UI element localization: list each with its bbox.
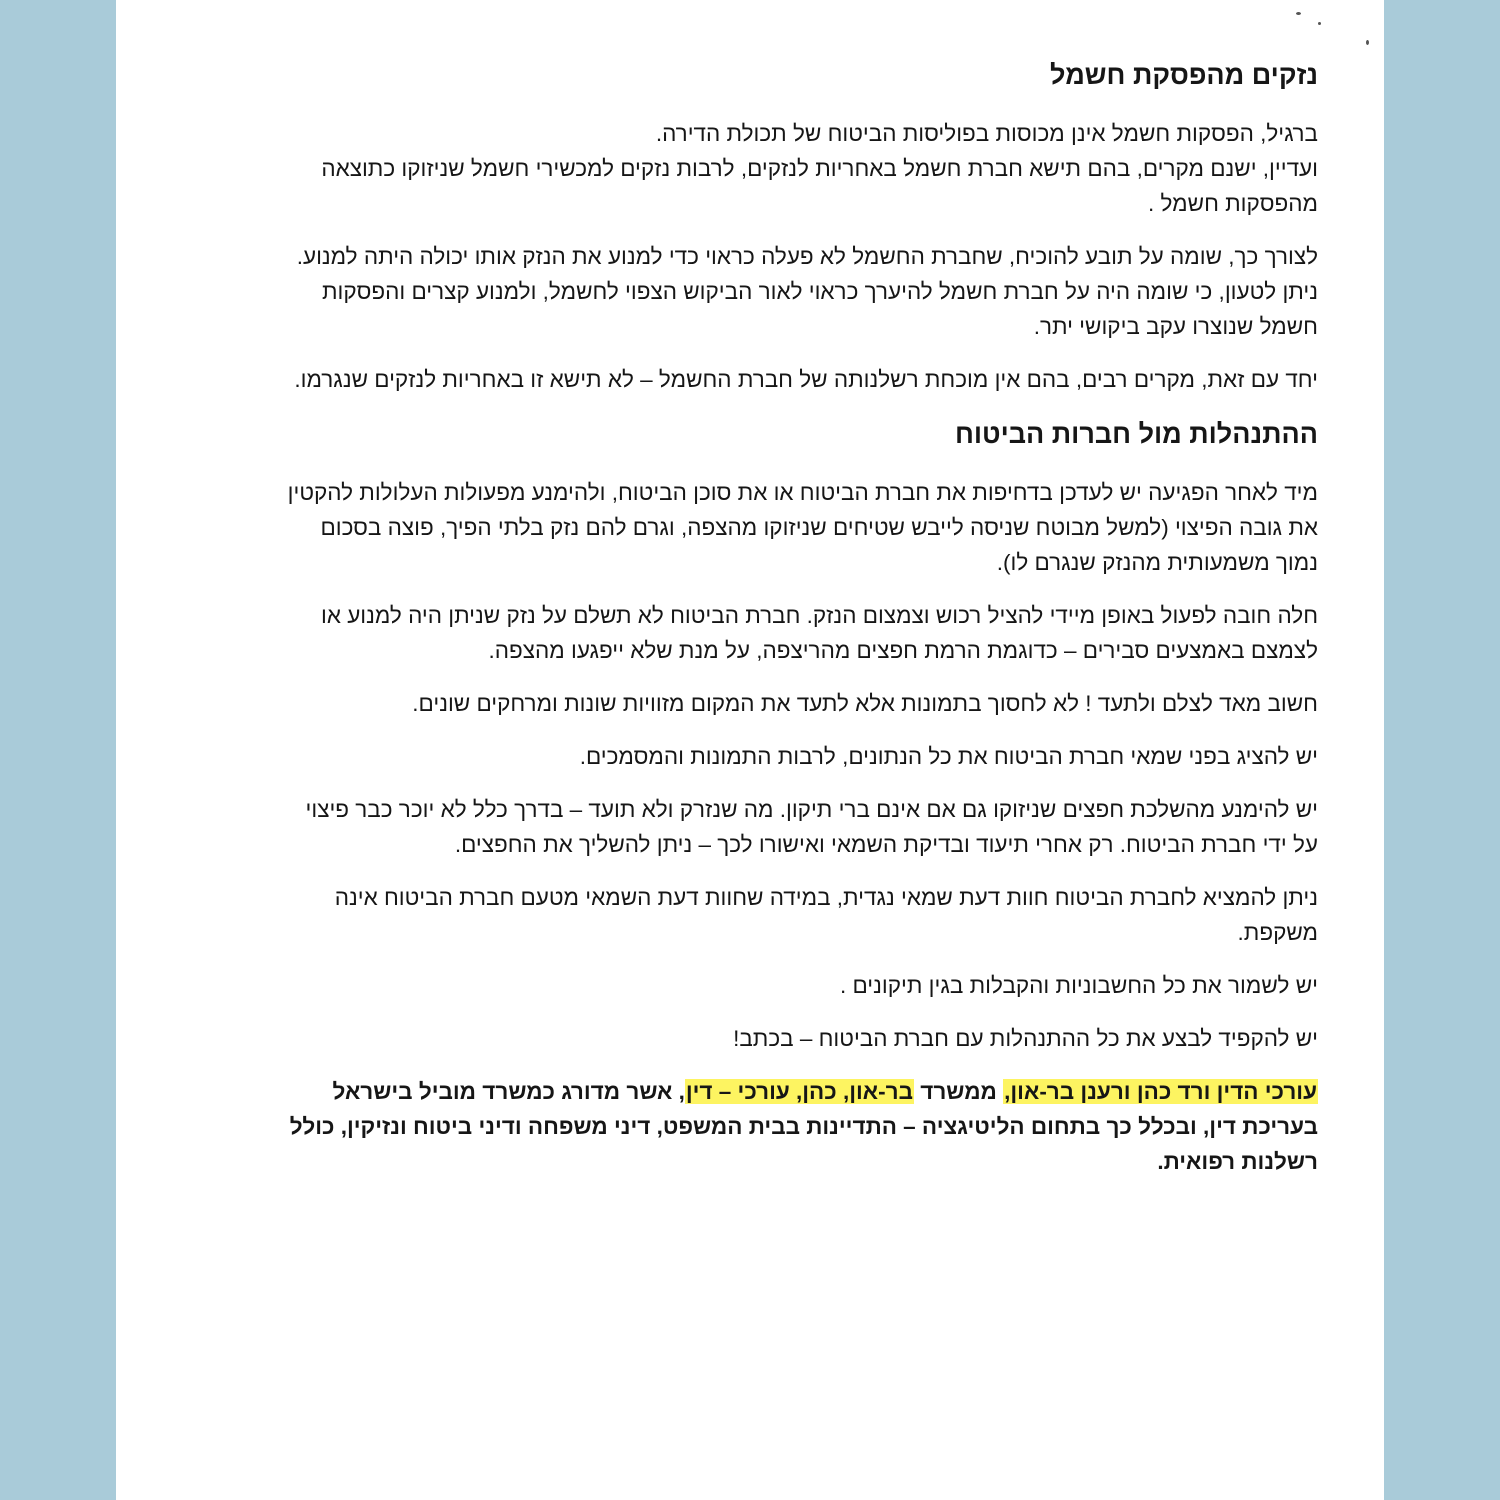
paragraph: לצורך כך, שומה על תובע להוכיח, שחברת החשמל לא פעלה כראוי כדי למנוע את הנזק אותו יכולה היתה למנוע. ניתן לטעון, כי שומה היה על חברת חשמל להיערך כראוי לאור הביקוש הצפוי לחשמל, ולמנוע קצרים והפסקות חשמל שנוצרו עקב ביקושי יתר. [296, 244, 1318, 339]
paragraph: יש להימנע מהשלכת חפצים שניזוקו גם אם אינם ברי תיקון. מה שנזרק ולא תועד – בדרך כלל לא יוכר כבר פיצוי על ידי חברת הביטוח. רק אחרי תיעוד ובדיקת השמאי ואישורו לכך – ניתן להשליך את החפצים. [305, 797, 1318, 857]
highlighted-firm-name: בר-און, כהן, עורכי – דין [685, 1079, 913, 1104]
scan-speck [1296, 12, 1301, 15]
paragraph: חלה חובה לפעול באופן מיידי להציל רכוש וצמצום הנזק. חברת הביטוח לא תשלם על נזק שניתן היה למנוע או לצמצם באמצעים סבירים – כדוגמת הרמת חפצים מהריצפה, על מנת שלא ייפגעו מהצפה. [320, 603, 1318, 663]
paragraph: יחד עם זאת, מקרים רבים, בהם אין מוכחת רשלנותה של חברת החשמל – לא תישא זו באחריות לנזקים שנגרמו. [294, 367, 1318, 392]
scan-speck [1318, 22, 1321, 25]
closing-paragraph [278, 1074, 1318, 1179]
paragraph: יש לשמור את כל החשבוניות והקבלות בגין תיקונים . [840, 973, 1318, 998]
scan-speck [1366, 40, 1369, 45]
paragraph: ניתן להמציא לחברת הביטוח חוות דעת שמאי נגדית, במידה שחוות דעת השמאי מטעם חברת הביטוח אינה משקפת. [334, 885, 1318, 945]
document-page [116, 0, 1384, 1500]
section-title-power-outage: נזקים מהפסקת חשמל [1050, 60, 1318, 90]
closing-text: ממשרד [914, 1079, 1004, 1104]
paragraph: יש להציג בפני שמאי חברת הביטוח את כל הנתונים, לרבות התמונות והמסמכים. [579, 744, 1318, 769]
highlighted-lawyers-names: עורכי הדין ורד כהן ורענן בר-און, [1004, 1079, 1317, 1104]
paragraph: מיד לאחר הפגיעה יש לעדכן בדחיפות את חברת הביטוח או את סוכן הביטוח, ולהימנע מפעולות העלולות להקטין את גובה הפיצוי (למשל מבוטח שניסה לייבש שטיחים שניזוקו מהצפה, וגרם להם נזק בלתי הפיך, פוצה בסכום נמוך משמעותית מהנזק שנגרם לו). [287, 480, 1318, 575]
paragraph: ועדיין, ישנם מקרים, בהם תישא חברת חשמל באחריות לנזקים, לרבות נזקים למכשירי חשמל שניזוקו כתוצאה מהפסקות חשמל . [321, 156, 1318, 216]
closing-text: , אשר מדורג כמשרד מוביל בישראל בעריכת דין, ובכלל כך בתחום הליטיגציה – התדיינות בבית המשפט, דיני משפחה ודיני ביטוח ונזיקין, כולל רשלנות רפואית. [289, 1079, 1318, 1174]
paragraph: ברגיל, הפסקות חשמל אינן מכוסות בפוליסות הביטוח של תכולת הדירה. [655, 121, 1318, 146]
document-body [278, 56, 1318, 1197]
section-title-insurance: ההתנהלות מול חברות הביטוח [955, 419, 1318, 449]
paragraph: יש להקפיד לבצע את כל ההתנהלות עם חברת הביטוח – בכתב! [733, 1026, 1318, 1051]
paragraph: חשוב מאד לצלם ולתעד ! לא לחסוך בתמונות אלא לתעד את המקום מזוויות שונות ומרחקים שונים. [412, 691, 1318, 716]
